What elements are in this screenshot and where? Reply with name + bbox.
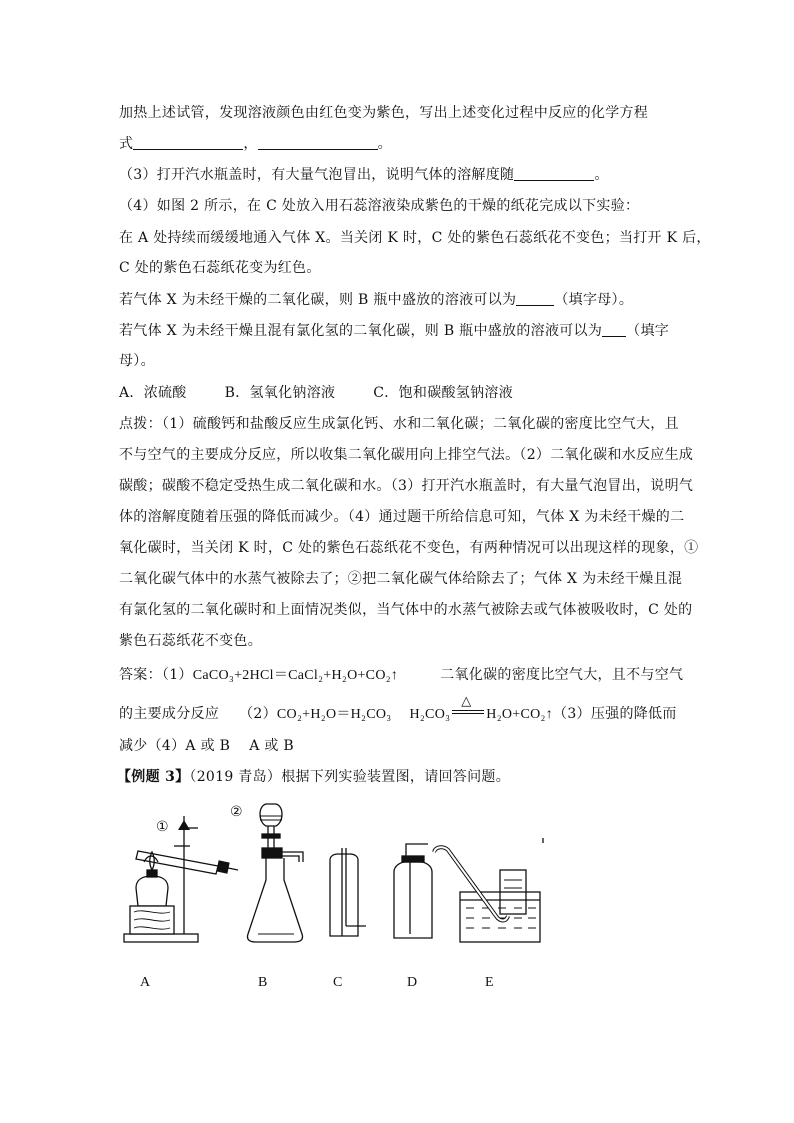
answer-blank-2 — [258, 135, 378, 150]
equation-2: CO₂+H₂O＝H₂CO₃ — [276, 707, 392, 722]
figure-label-a: A — [140, 975, 151, 990]
answer-line-1 — [119, 665, 684, 686]
apparatus-figure — [118, 796, 558, 956]
explain-line-3: 碳酸；碳酸不稳定受热生成二氧化碳和水。（3）打开汽水瓶盖时，有大量气泡冒出，说明气 — [119, 478, 694, 494]
explain-line-5: 氧化碳时，当关闭 K 时，C 处的紫色石蕊纸花不变色，有两种情况可以出现这样的现象，① — [119, 540, 699, 556]
stopper — [217, 861, 229, 873]
question-4b-hint: （填字 — [626, 323, 670, 339]
delivery-tube — [434, 847, 508, 920]
answer-blank-4 — [516, 291, 554, 306]
figure-label-d: D — [407, 975, 418, 990]
answer-line-2 — [119, 694, 679, 725]
answer-prefix: 答案：（1） — [119, 667, 193, 683]
text-line-3: （3）打开汽水瓶盖时，有大量气泡冒出，说明气体的溶解度随 。 — [119, 167, 609, 183]
text-line-4: （4）如图 2 所示，在 C 处放入用石蕊溶液染成紫色的干燥的纸花完成以下实验： — [119, 198, 640, 214]
heat-triangle-icon: △ — [461, 694, 472, 709]
explain-line-1: 点拨：（1）硫酸钙和盐酸反应生成氯化钙、水和二氧化碳；二氧化碳的密度比空气大，且 — [119, 416, 679, 432]
text-line-5: 在 A 处持续而缓缓地通入气体 X。当关闭 K 时，C 处的紫色石蕊纸花不变色；当打开 K 后， — [119, 230, 711, 246]
figure-label-b: B — [258, 975, 268, 990]
explain-line-4: 体的溶解度随着压强的降低而减少。（4）通过题干所给信息可知，气体 X 为未经干燥的二 — [119, 509, 685, 525]
text-line-9: 母）。 — [119, 353, 155, 369]
explain-line-2: 不与空气的主要成分反应，所以收集二氧化碳用向上排空气法。（2）二氧化碳和水反应生成 — [119, 447, 694, 463]
answer-part-3: （3）压强的降低而 — [553, 706, 677, 722]
apparatus-d — [394, 844, 432, 938]
explain-line-6: 二氧化碳气体中的水蒸气被除去了；②把二氧化碳气体给除去了；气体 X 为未经干燥且混 — [119, 571, 683, 587]
apparatus-b — [247, 804, 303, 942]
stopcock — [262, 834, 280, 838]
stand-base — [124, 934, 198, 942]
answer-reason-2: 的主要成分反应 — [119, 706, 220, 722]
figure-label-c: C — [333, 975, 343, 990]
equation-3-left: H₂CO₃ — [409, 707, 451, 722]
equation-1: CaCO₃+2HCl＝CaCl₂+H₂O+CO₂↑ — [192, 668, 399, 683]
figure-label-e: E — [485, 975, 494, 990]
options-line: A．浓硫酸 B．氢氧化钠溶液 C．饱和碳酸氢钠溶液 — [119, 385, 514, 401]
text-line-2: 式 ， 。 — [119, 136, 392, 152]
answer-part-2: （2） — [239, 706, 277, 722]
example-text: （2019 青岛）根据下列实验装置图，请回答问题。 — [189, 769, 510, 785]
text-line-8 — [119, 321, 679, 341]
bottle-d — [394, 862, 432, 938]
bottle-c — [330, 854, 358, 936]
answer-blank-5 — [602, 322, 626, 337]
marker-2: ② — [230, 804, 243, 820]
separatory-funnel — [260, 804, 282, 826]
text-prefix-shi: 式 — [119, 136, 134, 152]
answer-blank-3 — [514, 166, 594, 181]
apparatus-e — [434, 838, 543, 942]
apparatus-c — [330, 848, 366, 936]
answer-blank-1 — [133, 135, 243, 150]
question-3-text: （3）打开汽水瓶盖时，有大量气泡冒出，说明气体的溶解度随 — [119, 167, 515, 183]
text-line-6: C 处的紫色石蕊纸花变为红色。 — [119, 260, 321, 276]
example-heading — [117, 767, 677, 787]
text-line-7 — [119, 290, 679, 310]
explain-line-7: 有氯化氢的二氧化碳时和上面情况类似，当气体中的水蒸气被除去或气体被吸收时，C 处的 — [119, 602, 693, 618]
text-line-1: 加热上述试管，发现溶液颜色由红色变为紫色，写出上述变化过程中反应的化学方程 — [119, 105, 649, 121]
conical-flask — [247, 858, 302, 942]
marker-1: ① — [156, 819, 169, 835]
question-4a-hint: （填字母）。 — [554, 292, 634, 308]
arrow-head-icon — [178, 820, 190, 830]
alcohol-lamp — [136, 876, 168, 906]
answer-line-3: 减少（4）A 或 B A 或 B — [119, 738, 295, 754]
apparatus-a — [124, 816, 238, 942]
question-4a-text: 若气体 X 为未经干燥的二氧化碳，则 B 瓶中盛放的溶液可以为 — [119, 292, 517, 308]
question-4b-text: 若气体 X 为未经干燥且混有氯化氢的二氧化碳，则 B 瓶中盛放的溶液可以为 — [119, 323, 603, 339]
explain-line-8: 紫色石蕊纸花不变色。 — [119, 633, 262, 649]
equation-3-right: H₂O+CO₂↑ — [486, 707, 554, 722]
answer-reason-1: 二氧化碳的密度比空气大，且不与空气 — [440, 667, 684, 683]
heating-arrow — [450, 694, 486, 720]
example-tag: 【例题 3】 — [117, 769, 190, 785]
flask-stopper — [262, 848, 282, 858]
